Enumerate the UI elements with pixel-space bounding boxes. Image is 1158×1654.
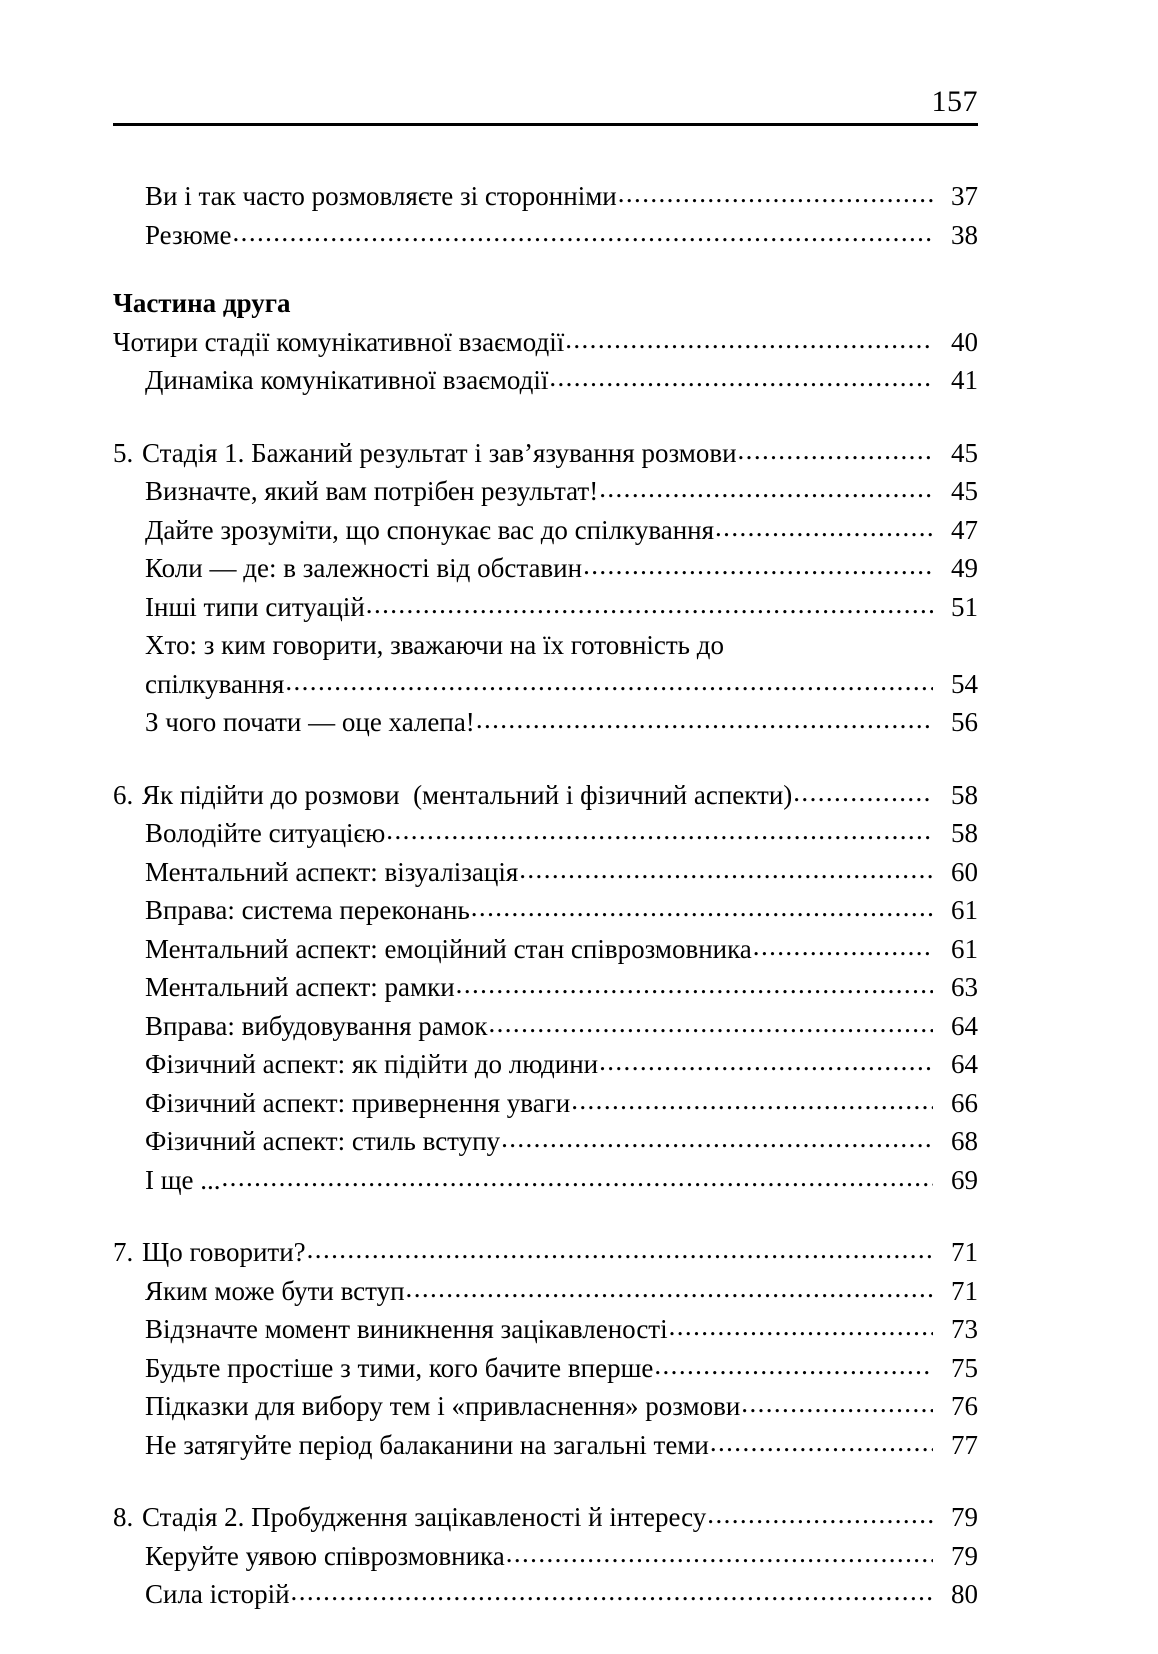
- toc-entry-title: Ментальний аспект: емоційний стан співрозмовника: [145, 933, 752, 964]
- toc-entry-page-number: 60: [951, 856, 978, 887]
- toc-entry[interactable]: [113, 930, 978, 969]
- toc-entry-title: Ментальний аспект: рамки: [145, 972, 455, 1002]
- toc-entry-page-number: 71: [951, 1275, 978, 1306]
- toc-entry-title: Сила історій: [145, 1579, 290, 1609]
- toc-entry-title: Керуйте уявою співрозмовника: [145, 1540, 505, 1571]
- toc-entry[interactable]: [113, 665, 978, 704]
- toc-entry[interactable]: [113, 434, 978, 473]
- dot-leader: [565, 320, 933, 359]
- dot-leader: [471, 888, 933, 927]
- dot-leader: [710, 1423, 933, 1462]
- toc-entry[interactable]: [113, 853, 978, 892]
- toc-entry[interactable]: [113, 1084, 978, 1123]
- toc-entry-page-number: 41: [951, 365, 978, 395]
- toc-entry[interactable]: [113, 1272, 978, 1311]
- toc-entry-page-number: 77: [951, 1429, 978, 1460]
- toc-entry-title: Що говорити?: [142, 1237, 306, 1267]
- dot-leader: [406, 1269, 933, 1308]
- page-number-folio: 157: [931, 85, 978, 118]
- toc-entry-number: 6.: [113, 779, 140, 810]
- toc-entry[interactable]: [113, 1007, 978, 1046]
- toc-entry-number: 8.: [113, 1502, 140, 1532]
- dot-leader: [233, 213, 933, 252]
- toc-entry-page-number: 79: [951, 1540, 978, 1571]
- toc-entry[interactable]: [113, 1498, 978, 1537]
- toc-entry[interactable]: [113, 1349, 978, 1388]
- section-spacer: [113, 254, 978, 284]
- toc-entry-page-number: 69: [951, 1164, 978, 1195]
- dot-leader: [307, 1230, 933, 1269]
- dot-leader: [366, 585, 933, 624]
- toc-entry-page-number: 64: [951, 1010, 978, 1041]
- toc-entry[interactable]: [113, 1233, 978, 1272]
- toc-entry-title: Чотири стадії комунікативної взаємодії: [113, 326, 565, 357]
- dot-leader: [741, 1384, 933, 1423]
- dot-leader: [707, 1495, 933, 1534]
- page-header: [113, 85, 978, 126]
- dot-leader: [476, 700, 933, 739]
- header-divider: [113, 123, 978, 126]
- toc-entry[interactable]: [113, 216, 978, 255]
- toc-entry-title: Інші типи ситуацій: [145, 591, 365, 622]
- toc-entry-title: Ви і так часто розмовляєте зі сторонніми: [145, 181, 617, 211]
- toc-entry-page-number: 71: [951, 1237, 978, 1267]
- dot-leader: [669, 1307, 933, 1346]
- part-heading: Частина друга: [113, 288, 291, 318]
- dot-leader: [291, 1572, 933, 1611]
- toc-entry-title: Фізичний аспект: стиль вступу: [145, 1126, 501, 1156]
- toc-entry-page-number: 58: [951, 779, 978, 810]
- table-of-contents: [113, 177, 978, 1614]
- dot-leader: [583, 546, 933, 585]
- dot-leader: [456, 965, 933, 1004]
- dot-leader: [599, 1042, 933, 1081]
- toc-entry[interactable]: [113, 1537, 978, 1576]
- toc-entry-page-number: 61: [951, 895, 978, 925]
- toc-entry[interactable]: [113, 1575, 978, 1614]
- toc-entry[interactable]: [113, 776, 978, 815]
- toc-entry-title: Фізичний аспект: як підійти до людини: [145, 1049, 599, 1079]
- toc-entry-page-number: 38: [951, 219, 978, 250]
- toc-entry-page-number: 56: [951, 707, 978, 737]
- dot-leader: [753, 927, 933, 966]
- toc-entry-title: З чого почати — оце халепа!: [145, 707, 475, 737]
- dot-leader: [285, 662, 933, 701]
- toc-entry-title: Ментальний аспект: візуалізація: [145, 856, 519, 887]
- toc-entry[interactable]: [113, 814, 978, 853]
- toc-entry[interactable]: [113, 177, 978, 216]
- toc-entry-page-number: 58: [951, 818, 978, 848]
- toc-entry-page-number: 66: [951, 1087, 978, 1118]
- toc-entry[interactable]: [113, 626, 978, 665]
- toc-entry-page-number: 73: [951, 1314, 978, 1344]
- toc-entry[interactable]: [113, 968, 978, 1007]
- toc-entry[interactable]: [113, 703, 978, 742]
- dot-leader: [506, 1534, 933, 1573]
- toc-entry-title: Фізичний аспект: привернення уваги: [145, 1087, 571, 1118]
- dot-leader: [386, 811, 933, 850]
- dot-leader: [599, 469, 933, 508]
- toc-entry-title: Вправа: вибудовування рамок: [145, 1010, 488, 1041]
- toc-entry-title: Підказки для вибору тем і «привласнення» розмови: [145, 1391, 741, 1421]
- toc-entry-title: Динаміка комунікативної взаємодії: [145, 365, 549, 395]
- dot-leader: [793, 773, 933, 812]
- toc-entry[interactable]: [113, 1426, 978, 1465]
- toc-entry[interactable]: [113, 588, 978, 627]
- toc-entry-page-number: 64: [951, 1049, 978, 1079]
- toc-entry-page-number: 51: [951, 591, 978, 622]
- toc-entry-title: Як підійти до розмови (ментальний і фізичний аспекти): [142, 779, 793, 810]
- toc-entry-page-number: 75: [951, 1352, 978, 1383]
- toc-entry-title: Яким може бути вступ: [145, 1275, 405, 1306]
- toc-entry-page-number: 76: [951, 1391, 978, 1421]
- toc-entry-title: І ще ...: [145, 1164, 221, 1195]
- toc-entry-title: Коли — де: в залежності від обставин: [145, 553, 583, 583]
- toc-entry-page-number: 47: [951, 514, 978, 545]
- toc-entry-title: Дайте зрозуміти, що спонукає вас до спілкування: [145, 514, 715, 545]
- toc-entry-page-number: 54: [951, 668, 978, 699]
- toc-entry[interactable]: [113, 891, 978, 930]
- dot-leader: [488, 1004, 933, 1043]
- toc-entry[interactable]: [113, 511, 978, 550]
- toc-entry-title: Будьте простіше з тими, кого бачите вперше: [145, 1352, 654, 1383]
- toc-entry[interactable]: [113, 1045, 978, 1084]
- toc-entry-title: Хто: з ким говорити, зважаючи на їх готовність до: [145, 630, 724, 660]
- toc-entry-page-number: 45: [951, 476, 978, 506]
- toc-entry-number: 5.: [113, 437, 140, 468]
- dot-leader: [549, 358, 933, 397]
- dot-leader: [519, 850, 933, 889]
- toc-entry-title: Вправа: система переконань: [145, 895, 470, 925]
- toc-entry-number: 7.: [113, 1237, 140, 1267]
- dot-leader: [222, 1158, 933, 1197]
- section-spacer: [113, 1464, 978, 1498]
- dot-leader: [618, 174, 933, 213]
- dot-leader: [715, 508, 933, 547]
- dot-leader: [654, 1346, 933, 1385]
- dot-leader: [501, 1119, 933, 1158]
- toc-entry-title: Володійте ситуацією: [145, 818, 386, 848]
- toc-entry[interactable]: [113, 1387, 978, 1426]
- toc-entry[interactable]: [113, 1310, 978, 1349]
- toc-entry-page-number: 68: [951, 1126, 978, 1156]
- toc-entry-title: Відзначте момент виникнення зацікавленості: [145, 1314, 668, 1344]
- toc-entry-page-number: 63: [951, 972, 978, 1002]
- toc-entry[interactable]: [113, 472, 978, 511]
- section-spacer: [113, 742, 978, 776]
- toc-entry[interactable]: [113, 1122, 978, 1161]
- toc-entry-title: Стадія 2. Пробудження зацікавленості й інтересу: [142, 1502, 707, 1532]
- section-spacer: [113, 400, 978, 434]
- toc-entry-page-number: 49: [951, 553, 978, 583]
- toc-entry-page-number: 80: [951, 1579, 978, 1609]
- toc-entry-page-number: 79: [951, 1502, 978, 1532]
- toc-entry[interactable]: [113, 323, 978, 362]
- dot-leader: [738, 431, 933, 470]
- toc-entry[interactable]: [113, 361, 978, 400]
- toc-entry[interactable]: [113, 549, 978, 588]
- toc-entry-title: Визначте, який вам потрібен результат!: [145, 476, 599, 506]
- toc-entry-page-number: 61: [951, 933, 978, 964]
- toc-entry-page-number: 45: [951, 437, 978, 468]
- toc-entry-page-number: 37: [951, 181, 978, 211]
- toc-entry-title: Не затягуйте період балаканини на загальні теми: [145, 1429, 709, 1460]
- section-spacer: [113, 1199, 978, 1233]
- toc-entry-title: спілкування: [145, 668, 285, 699]
- toc-entry-title: Резюме: [145, 219, 232, 250]
- toc-entry-page-number: 40: [951, 326, 978, 357]
- dot-leader: [571, 1081, 933, 1120]
- toc-entry-title: Стадія 1. Бажаний результат і зав’язування розмови: [142, 437, 737, 468]
- toc-entry[interactable]: [113, 1161, 978, 1200]
